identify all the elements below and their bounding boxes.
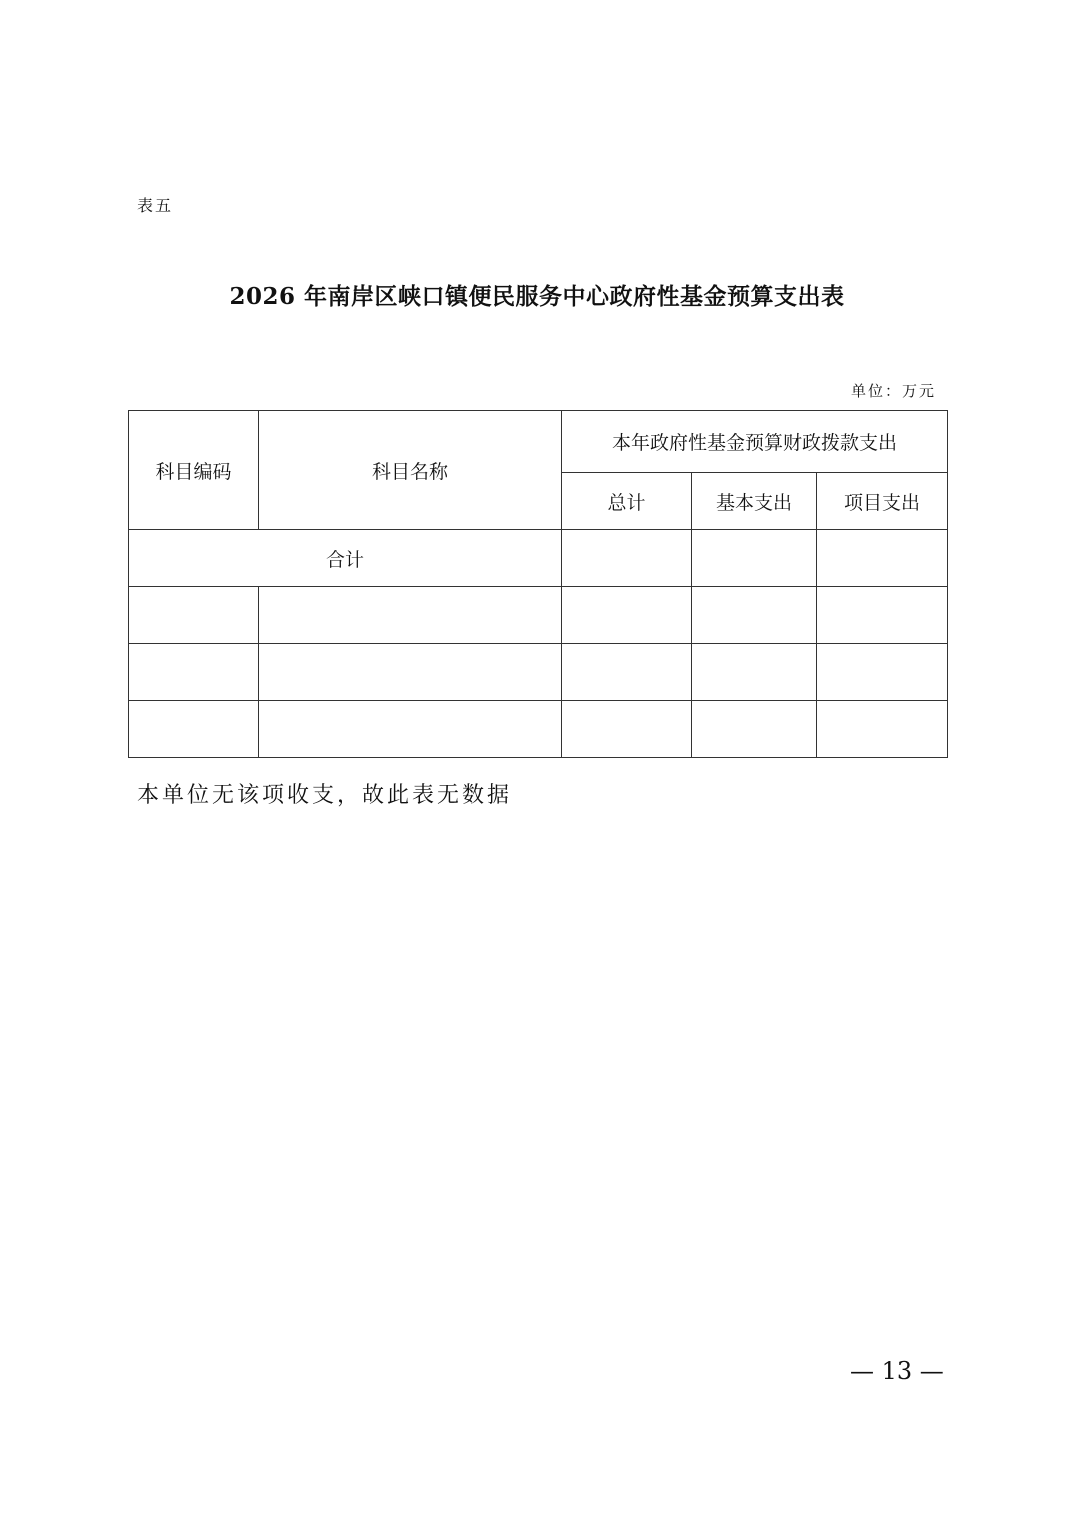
header-project: 项目支出 [817,473,948,530]
row-name [259,701,562,758]
row-code [129,644,259,701]
row-code [129,587,259,644]
header-total: 总计 [562,473,692,530]
unit-label: 单位：万元 [850,382,936,400]
header-basic: 基本支出 [692,473,817,530]
table-row [129,644,948,701]
header-group: 本年政府性基金预算财政拨款支出 [562,411,948,473]
document-title: 2026 年南岸区峡口镇便民服务中心政府性基金预算支出表 [229,283,845,310]
total-row-label: 合计 [129,530,562,587]
row-basic [692,644,817,701]
page-number: — 13 — [850,1357,944,1385]
table-row [129,701,948,758]
total-cell-total [562,530,692,587]
row-name [259,587,562,644]
header-row [129,411,948,473]
row-project [817,644,948,701]
total-cell-project [817,530,948,587]
row-project [817,701,948,758]
table-row [129,587,948,644]
row-code [129,701,259,758]
total-cell-basic [692,530,817,587]
row-total [562,587,692,644]
row-total [562,644,692,701]
budget-table [128,410,948,758]
row-name [259,644,562,701]
header-name: 科目名称 [259,411,562,530]
row-total [562,701,692,758]
header-code: 科目编码 [129,411,259,530]
row-project [817,587,948,644]
row-basic [692,701,817,758]
table-label: 表五 [137,196,174,215]
row-basic [692,587,817,644]
total-row [129,530,948,587]
no-data-note: 本单位无该项收支，故此表无数据 [137,783,513,808]
